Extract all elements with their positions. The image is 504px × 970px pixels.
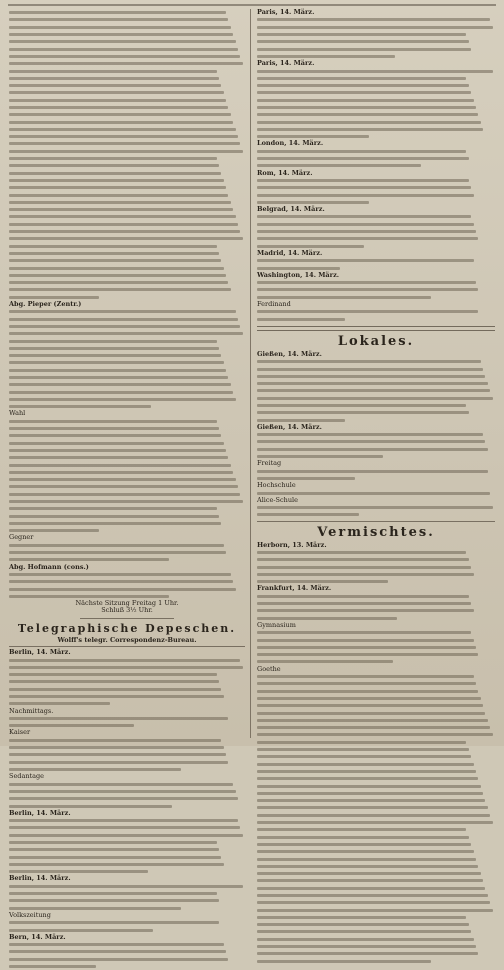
text-line-placeholder <box>9 191 245 198</box>
text-line-placeholder <box>9 82 245 89</box>
text-line-placeholder <box>9 549 245 556</box>
text-line-placeholder <box>257 739 495 746</box>
text-line-placeholder <box>9 454 245 461</box>
local-section-heading: Lokales. <box>337 333 415 349</box>
text-line-placeholder <box>9 656 245 663</box>
text-line-placeholder <box>257 848 495 855</box>
text-line-placeholder <box>9 751 245 758</box>
text-line-placeholder <box>257 636 495 643</box>
text-line-placeholder <box>257 899 495 906</box>
text-line-placeholder <box>9 948 245 955</box>
text-line-placeholder <box>9 766 245 773</box>
text-line-placeholder <box>257 914 495 921</box>
text-line-placeholder <box>257 724 495 731</box>
text-line-placeholder <box>257 126 495 133</box>
placeholder-lines <box>257 593 495 622</box>
item-hofmann: Abg. Hofmann (cons.) <box>9 562 89 571</box>
placeholder-lines <box>257 673 495 965</box>
text-line-placeholder <box>9 722 245 729</box>
text-line-placeholder <box>9 839 245 846</box>
text-line-placeholder <box>9 846 245 853</box>
text-line-placeholder <box>9 286 245 293</box>
text-line-placeholder <box>257 358 495 365</box>
text-line-placeholder <box>257 431 495 438</box>
text-line-placeholder <box>9 45 245 52</box>
placeholder-lines <box>9 737 245 773</box>
placeholder-lines <box>9 571 245 600</box>
text-line-placeholder <box>257 644 495 651</box>
text-line-placeholder <box>9 367 245 374</box>
fragment-freitag: Freitag <box>257 459 282 468</box>
text-line-placeholder <box>9 170 245 177</box>
text-line-placeholder <box>257 607 495 614</box>
text-line-placeholder <box>9 890 245 897</box>
right-column <box>257 9 495 738</box>
text-line-placeholder <box>257 221 495 228</box>
text-line-placeholder <box>9 388 245 395</box>
text-line-placeholder <box>9 337 245 344</box>
text-line-placeholder <box>9 897 245 904</box>
text-line-placeholder <box>257 892 495 899</box>
text-line-placeholder <box>9 396 245 403</box>
text-line-placeholder <box>257 213 495 220</box>
text-line-placeholder <box>9 585 245 592</box>
text-line-placeholder <box>9 678 245 685</box>
text-line-placeholder <box>9 60 245 67</box>
placeholder-lines <box>9 418 245 535</box>
text-line-placeholder <box>9 374 245 381</box>
text-line-placeholder <box>9 447 245 454</box>
text-line-placeholder <box>9 177 245 184</box>
text-line-placeholder <box>9 571 245 578</box>
text-line-placeholder <box>9 744 245 751</box>
placeholder-lines <box>257 16 495 60</box>
text-line-placeholder <box>9 140 245 147</box>
text-line-placeholder <box>9 133 245 140</box>
agency-line: Wolff's telegr. Correspondenz-Bureau. <box>57 635 197 644</box>
text-line-placeholder <box>257 943 495 950</box>
placeholder-lines <box>9 919 245 934</box>
text-line-placeholder <box>9 853 245 860</box>
text-line-placeholder <box>9 221 245 228</box>
text-line-placeholder <box>9 824 245 831</box>
text-line-placeholder <box>257 89 495 96</box>
text-line-placeholder <box>257 438 495 445</box>
text-line-placeholder <box>257 782 495 789</box>
next-session-line: Nächste Sitzung Freitag 1 Uhr. <box>75 599 179 608</box>
text-line-placeholder <box>9 476 245 483</box>
text-line-placeholder <box>9 97 245 104</box>
text-line-placeholder <box>257 111 495 118</box>
text-line-placeholder <box>257 387 495 394</box>
fragment-volkszeitung: Volkszeitung <box>9 910 51 919</box>
placeholder-lines <box>257 213 495 249</box>
dateline-london: London, 14. März. <box>257 139 324 148</box>
text-line-placeholder <box>9 31 245 38</box>
text-line-placeholder <box>257 936 495 943</box>
text-line-placeholder <box>257 921 495 928</box>
text-line-placeholder <box>9 919 245 926</box>
text-line-placeholder <box>9 963 245 970</box>
text-line-placeholder <box>257 571 495 578</box>
placeholder-lines <box>9 656 245 707</box>
placeholder-lines <box>9 883 245 912</box>
text-line-placeholder <box>257 804 495 811</box>
dateline-giessen-1: Gießen, 14. März. <box>257 349 322 358</box>
text-line-placeholder <box>257 651 495 658</box>
text-line-placeholder <box>9 542 245 549</box>
dateline-paris-2: Paris, 14. März. <box>257 59 315 68</box>
divider <box>80 618 174 619</box>
text-line-placeholder <box>257 177 495 184</box>
text-line-placeholder <box>9 126 245 133</box>
text-line-placeholder <box>257 950 495 957</box>
dateline-herborn: Herborn, 13. März. <box>257 540 327 549</box>
top-rule <box>8 4 496 6</box>
text-line-placeholder <box>9 440 245 447</box>
dateline-washington: Washington, 14. März. <box>257 270 340 279</box>
text-line-placeholder <box>257 75 495 82</box>
fragment-ferdinand: Ferdinand <box>257 299 291 308</box>
text-line-placeholder <box>9 352 245 359</box>
text-line-placeholder <box>9 24 245 31</box>
text-line-placeholder <box>257 702 495 709</box>
text-line-placeholder <box>9 425 245 432</box>
text-line-placeholder <box>9 272 245 279</box>
text-line-placeholder <box>9 861 245 868</box>
fragment-kaiser: Kaiser <box>9 728 31 737</box>
closing-line: Schluß 3½ Uhr. <box>101 606 153 615</box>
text-line-placeholder <box>257 673 495 680</box>
text-line-placeholder <box>257 191 495 198</box>
placeholder-lines <box>9 817 245 875</box>
text-line-placeholder <box>257 446 495 453</box>
text-line-placeholder <box>257 365 495 372</box>
text-line-placeholder <box>257 402 495 409</box>
text-line-placeholder <box>9 737 245 744</box>
dateline-paris-1: Paris, 14. März. <box>257 8 315 16</box>
text-line-placeholder <box>9 483 245 490</box>
text-line-placeholder <box>257 731 495 738</box>
divider <box>9 646 245 647</box>
text-line-placeholder <box>9 75 245 82</box>
text-line-placeholder <box>257 294 495 301</box>
text-line-placeholder <box>9 228 245 235</box>
text-line-placeholder <box>257 600 495 607</box>
text-line-placeholder <box>9 403 245 410</box>
placeholder-lines <box>257 629 495 665</box>
text-line-placeholder <box>257 257 495 264</box>
text-line-placeholder <box>257 746 495 753</box>
text-line-placeholder <box>257 97 495 104</box>
text-line-placeholder <box>9 67 245 74</box>
fragment-gymnasium: Gymnasium <box>257 620 296 629</box>
text-line-placeholder <box>257 373 495 380</box>
text-line-placeholder <box>9 512 245 519</box>
fragment-gegner: Gegner <box>9 533 34 542</box>
text-line-placeholder <box>257 315 495 322</box>
text-line-placeholder <box>257 409 495 416</box>
left-column <box>9 9 245 941</box>
dateline-berlin-3: Berlin, 14. März. <box>9 874 71 883</box>
text-line-placeholder <box>9 38 245 45</box>
placeholder-lines <box>9 715 245 730</box>
text-line-placeholder <box>9 16 245 23</box>
text-line-placeholder <box>9 432 245 439</box>
text-line-placeholder <box>9 469 245 476</box>
text-line-placeholder <box>257 658 495 665</box>
text-line-placeholder <box>257 148 495 155</box>
text-line-placeholder <box>9 118 245 125</box>
text-line-placeholder <box>9 788 245 795</box>
placeholder-lines-top <box>9 9 245 301</box>
text-line-placeholder <box>257 395 495 402</box>
fragment-wahl: Wahl <box>9 409 26 418</box>
item-pieper: Abg. Pieper (Zentr.) <box>9 299 82 308</box>
text-line-placeholder <box>257 928 495 935</box>
placeholder-lines <box>257 468 495 483</box>
text-line-placeholder <box>257 863 495 870</box>
divider <box>257 326 495 331</box>
text-line-placeholder <box>9 308 245 315</box>
text-line-placeholder <box>9 315 245 322</box>
dateline-berlin-2: Berlin, 14. März. <box>9 808 71 817</box>
text-line-placeholder <box>257 775 495 782</box>
fragment-nachmittags: Nachmittags. <box>9 706 54 715</box>
text-line-placeholder <box>257 453 495 460</box>
text-line-placeholder <box>9 206 245 213</box>
text-line-placeholder <box>9 715 245 722</box>
dateline-bern: Bern, 14. März. <box>9 932 66 941</box>
text-line-placeholder <box>9 381 245 388</box>
text-line-placeholder <box>257 768 495 775</box>
placeholder-lines <box>9 542 245 564</box>
text-line-placeholder <box>257 104 495 111</box>
text-line-placeholder <box>257 593 495 600</box>
telegram-section-heading: Telegraphische Depeschen. <box>17 621 237 635</box>
text-line-placeholder <box>257 468 495 475</box>
text-line-placeholder <box>9 527 245 534</box>
dateline-belgrad: Belgrad, 14. März. <box>257 205 325 214</box>
text-line-placeholder <box>257 753 495 760</box>
text-line-placeholder <box>9 578 245 585</box>
text-line-placeholder <box>9 359 245 366</box>
text-line-placeholder <box>257 45 495 52</box>
text-line-placeholder <box>9 664 245 671</box>
placeholder-lines <box>9 308 245 410</box>
text-line-placeholder <box>9 199 245 206</box>
text-line-placeholder <box>9 264 245 271</box>
text-line-placeholder <box>257 812 495 819</box>
text-line-placeholder <box>9 9 245 16</box>
text-line-placeholder <box>9 53 245 60</box>
text-line-placeholder <box>9 780 245 787</box>
dateline-berlin-1: Berlin, 14. März. <box>9 648 71 657</box>
text-line-placeholder <box>9 184 245 191</box>
text-line-placeholder <box>9 520 245 527</box>
text-line-placeholder <box>257 709 495 716</box>
text-line-placeholder <box>9 693 245 700</box>
text-line-placeholder <box>9 418 245 425</box>
text-line-placeholder <box>257 717 495 724</box>
text-line-placeholder <box>9 162 245 169</box>
placeholder-lines <box>257 67 495 140</box>
column-rule <box>250 9 251 738</box>
text-line-placeholder <box>257 556 495 563</box>
text-line-placeholder <box>257 308 495 315</box>
placeholder-lines <box>257 431 495 460</box>
divider <box>257 521 495 522</box>
text-line-placeholder <box>257 549 495 556</box>
text-line-placeholder <box>257 82 495 89</box>
placeholder-lines <box>9 780 245 809</box>
text-line-placeholder <box>257 155 495 162</box>
text-line-placeholder <box>257 855 495 862</box>
text-line-placeholder <box>9 686 245 693</box>
placeholder-lines <box>257 549 495 585</box>
dateline-giessen-2: Gießen, 14. März. <box>257 422 322 431</box>
text-line-placeholder <box>9 155 245 162</box>
text-line-placeholder <box>9 956 245 963</box>
text-line-placeholder <box>9 257 245 264</box>
placeholder-lines <box>257 148 495 170</box>
text-line-placeholder <box>9 213 245 220</box>
text-line-placeholder <box>9 832 245 839</box>
dateline-rom: Rom, 14. März. <box>257 168 313 177</box>
text-line-placeholder <box>257 826 495 833</box>
text-line-placeholder <box>257 841 495 848</box>
text-line-placeholder <box>9 111 245 118</box>
text-line-placeholder <box>257 958 495 965</box>
text-line-placeholder <box>257 695 495 702</box>
text-line-placeholder <box>257 24 495 31</box>
text-line-placeholder <box>257 563 495 570</box>
placeholder-lines <box>257 358 495 424</box>
text-line-placeholder <box>257 833 495 840</box>
text-line-placeholder <box>257 688 495 695</box>
text-line-placeholder <box>9 279 245 286</box>
text-line-placeholder <box>9 250 245 257</box>
text-line-placeholder <box>9 795 245 802</box>
placeholder-lines <box>257 177 495 206</box>
text-line-placeholder <box>9 243 245 250</box>
text-line-placeholder <box>257 118 495 125</box>
text-line-placeholder <box>257 885 495 892</box>
text-line-placeholder <box>9 461 245 468</box>
fragment-sedantage: Sedantage <box>9 772 45 781</box>
misc-section-heading: Vermischtes. <box>317 524 435 540</box>
text-line-placeholder <box>257 67 495 74</box>
text-line-placeholder <box>257 819 495 826</box>
text-line-placeholder <box>9 148 245 155</box>
text-line-placeholder <box>9 941 245 948</box>
text-line-placeholder <box>257 504 495 511</box>
text-line-placeholder <box>257 680 495 687</box>
placeholder-lines <box>257 504 495 519</box>
text-line-placeholder <box>257 380 495 387</box>
text-line-placeholder <box>9 89 245 96</box>
text-line-placeholder <box>257 870 495 877</box>
fragment-alice-schule: Alice-Schule <box>257 495 298 504</box>
text-line-placeholder <box>9 883 245 890</box>
placeholder-lines <box>257 257 495 272</box>
text-line-placeholder <box>9 345 245 352</box>
text-line-placeholder <box>257 279 495 286</box>
text-line-placeholder <box>257 790 495 797</box>
fragment-hochschule: Hochschule <box>257 481 296 490</box>
text-line-placeholder <box>257 235 495 242</box>
text-line-placeholder <box>257 228 495 235</box>
text-line-placeholder <box>9 498 245 505</box>
dateline-frankfurt: Frankfurt, 14. März. <box>257 584 332 593</box>
fragment-goethe: Goethe <box>257 664 281 673</box>
text-line-placeholder <box>9 759 245 766</box>
text-line-placeholder <box>257 184 495 191</box>
text-line-placeholder <box>257 511 495 518</box>
placeholder-lines <box>257 279 495 301</box>
text-line-placeholder <box>9 235 245 242</box>
text-line-placeholder <box>257 286 495 293</box>
placeholder-lines <box>9 941 245 970</box>
text-line-placeholder <box>9 330 245 337</box>
text-line-placeholder <box>9 491 245 498</box>
text-line-placeholder <box>9 104 245 111</box>
text-line-placeholder <box>257 906 495 913</box>
text-line-placeholder <box>257 31 495 38</box>
text-line-placeholder <box>9 817 245 824</box>
text-line-placeholder <box>257 629 495 636</box>
dateline-madrid: Madrid, 14. März. <box>257 248 323 257</box>
placeholder-lines <box>257 308 495 323</box>
text-line-placeholder <box>257 761 495 768</box>
text-line-placeholder <box>9 671 245 678</box>
text-line-placeholder <box>257 877 495 884</box>
text-line-placeholder <box>257 16 495 23</box>
text-line-placeholder <box>9 323 245 330</box>
text-line-placeholder <box>257 38 495 45</box>
text-line-placeholder <box>9 505 245 512</box>
text-line-placeholder <box>257 797 495 804</box>
